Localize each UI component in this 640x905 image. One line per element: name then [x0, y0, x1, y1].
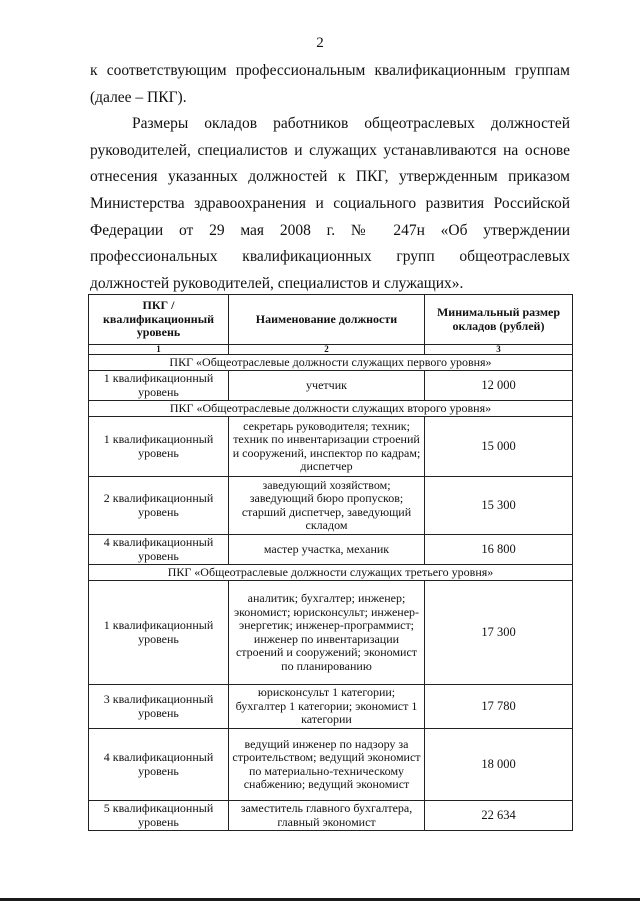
group-row [89, 565, 573, 581]
table-row [89, 535, 573, 565]
table-row [89, 801, 573, 831]
page-number: 2 [316, 35, 324, 51]
table-row [89, 417, 573, 477]
level-cell: 3 квалификационный уровень [89, 685, 229, 729]
body-text [90, 58, 570, 297]
position-cell: мастер участка, механик [229, 535, 425, 565]
level-cell: 5 квалификационный уровень [89, 801, 229, 831]
salary-cell: 17 300 [425, 581, 573, 685]
position-cell: учетчик [229, 371, 425, 401]
column-number: 1 [89, 345, 229, 355]
group-title: ПКГ «Общеотраслевые должности служащих третьего уровня» [89, 565, 573, 581]
column-number: 3 [425, 345, 573, 355]
salary-cell: 16 800 [425, 535, 573, 565]
salary-table [88, 294, 573, 831]
table-row [89, 581, 573, 685]
header-level: ПКГ / квалификационный уровень [89, 295, 229, 345]
salary-cell: 18 000 [425, 729, 573, 801]
level-cell: 2 квалификационный уровень [89, 477, 229, 535]
position-cell: заведующий хозяйством; заведующий бюро пропусков; старший диспетчер, заведующий складом [229, 477, 425, 535]
level-cell: 1 квалификационный уровень [89, 417, 229, 477]
table-row [89, 477, 573, 535]
position-cell: ведущий инженер по надзору за строительством; ведущий экономист по материально-техническому снабжению; ведущий экономист [229, 729, 425, 801]
level-cell: 1 квалификационный уровень [89, 581, 229, 685]
position-cell: секретарь руководителя; техник; техник по инвентаризации строений и сооружений, инспектор по кадрам; диспетчер [229, 417, 425, 477]
level-cell: 1 квалификационный уровень [89, 371, 229, 401]
salary-cell: 15 300 [425, 477, 573, 535]
table-row [89, 371, 573, 401]
paragraph-salary-rules: Размеры окладов работников общеотраслевых должностей руководителей, специалистов и служащих устанавливаются на основе отнесения указанных должностей к ПКГ, утвержденным приказом Министерства здравоохранения и социального развития Российской Федерации от 29 мая 2008 г. № 247н «Об утверждении профессиональных квалификационных групп общеотраслевых должностей руководителей, специалистов и служащих». [90, 115, 570, 292]
position-cell: заместитель главного бухгалтера, главный экономист [229, 801, 425, 831]
paragraph-continuation: к соответствующим профессиональным квалификационным группам (далее – ПКГ). [90, 62, 570, 106]
header-position: Наименование должности [229, 295, 425, 345]
column-number-row [89, 345, 573, 355]
header-salary: Минимальный размер окладов (рублей) [425, 295, 573, 345]
position-cell: аналитик; бухгалтер; инженер; экономист; юрисконсульт; инженер-энергетик; инженер-программист; инженер по инвентаризации строений и сооружений; экономист по планированию [229, 581, 425, 685]
salary-cell: 12 000 [425, 371, 573, 401]
table-row [89, 729, 573, 801]
group-row [89, 355, 573, 371]
table-row [89, 685, 573, 729]
group-row [89, 401, 573, 417]
group-title: ПКГ «Общеотраслевые должности служащих первого уровня» [89, 355, 573, 371]
scan-bottom-edge [0, 898, 640, 901]
table-header-row [89, 295, 573, 345]
column-number: 2 [229, 345, 425, 355]
salary-cell: 22 634 [425, 801, 573, 831]
level-cell: 4 квалификационный уровень [89, 535, 229, 565]
salary-cell: 15 000 [425, 417, 573, 477]
salary-cell: 17 780 [425, 685, 573, 729]
level-cell: 4 квалификационный уровень [89, 729, 229, 801]
group-title: ПКГ «Общеотраслевые должности служащих второго уровня» [89, 401, 573, 417]
position-cell: юрисконсульт 1 категории; бухгалтер 1 категории; экономист 1 категории [229, 685, 425, 729]
